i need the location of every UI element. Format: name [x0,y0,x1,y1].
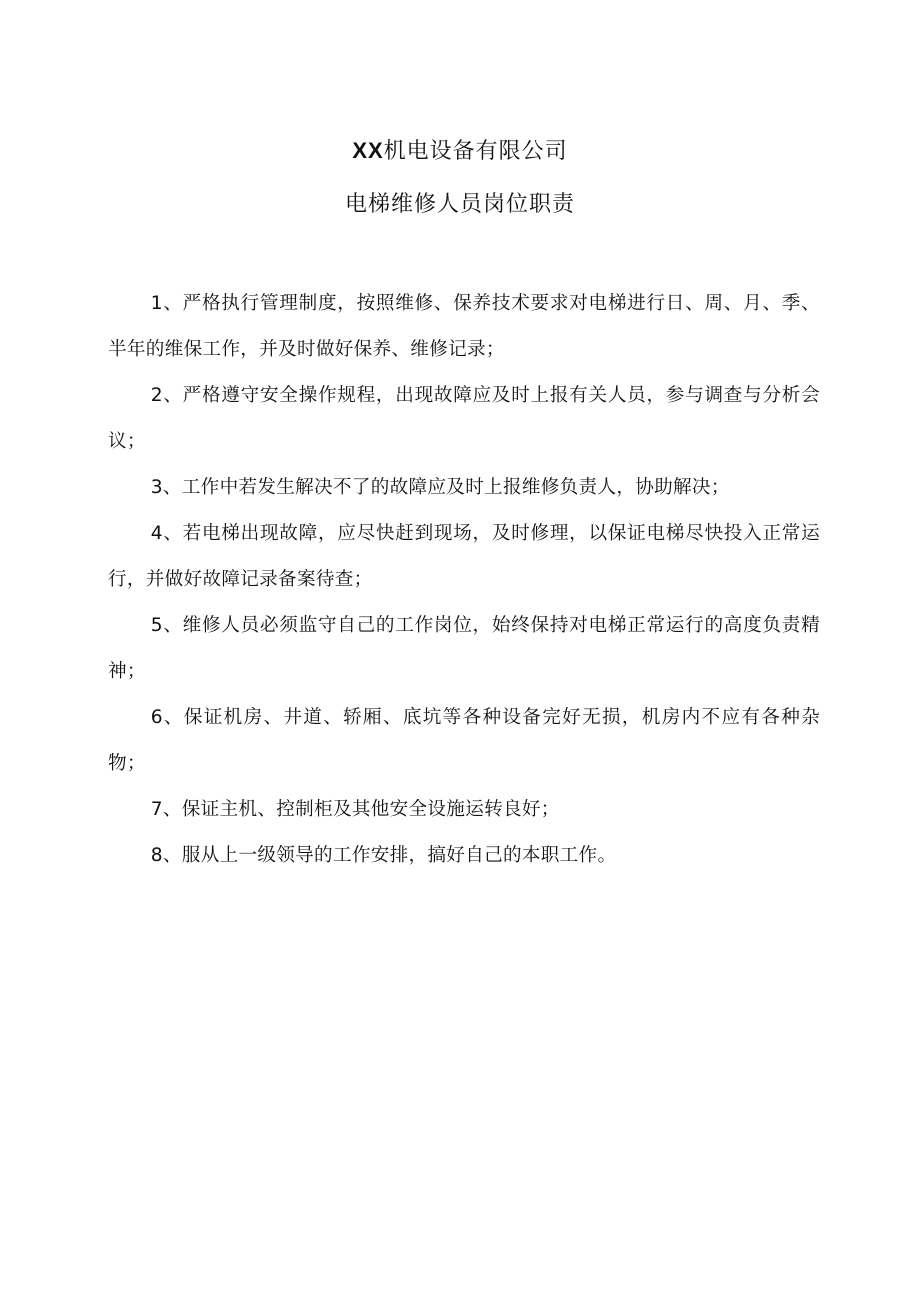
duty-item-1: 1、严格执行管理制度，按照维修、保养技术要求对电梯进行日、周、月、季、半年的维保工作，并及时做好保养、维修记录； [108,293,820,360]
duty-item-6: 6、保证机房、井道、轿厢、底坑等各种设备完好无损，机房内不应有各种杂物； [108,707,820,774]
duty-item-5: 5、维修人员必须监守自己的工作岗位，始终保持对电梯正常运行的高度负责精神； [108,615,820,682]
company-name-prefix: XX [352,138,384,163]
document-title: 电梯维修人员岗位职责 [344,192,575,217]
duty-item-2: 2、严格遵守安全操作规程，出现故障应及时上报有关人员，参与调查与分析会议； [108,385,820,452]
title-block [0,134,920,222]
company-name-rest: 机电设备有限公司 [383,139,568,164]
company-name [0,134,920,169]
duty-item-7: 7、保证主机、控制柜及其他安全设施运转良好； [150,799,560,820]
duty-item-3: 3、工作中若发生解决不了的故障应及时上报维修负责人，协助解决； [150,477,730,498]
duty-item-4: 4、若电梯出现故障，应尽快赶到现场，及时修理，以保证电梯尽快投入正常运行，并做好故障记录备案待查； [108,523,820,590]
duty-item-8: 8、服从上一级领导的工作安排，搞好自己的本职工作。 [150,845,617,866]
duty-list [108,281,820,879]
